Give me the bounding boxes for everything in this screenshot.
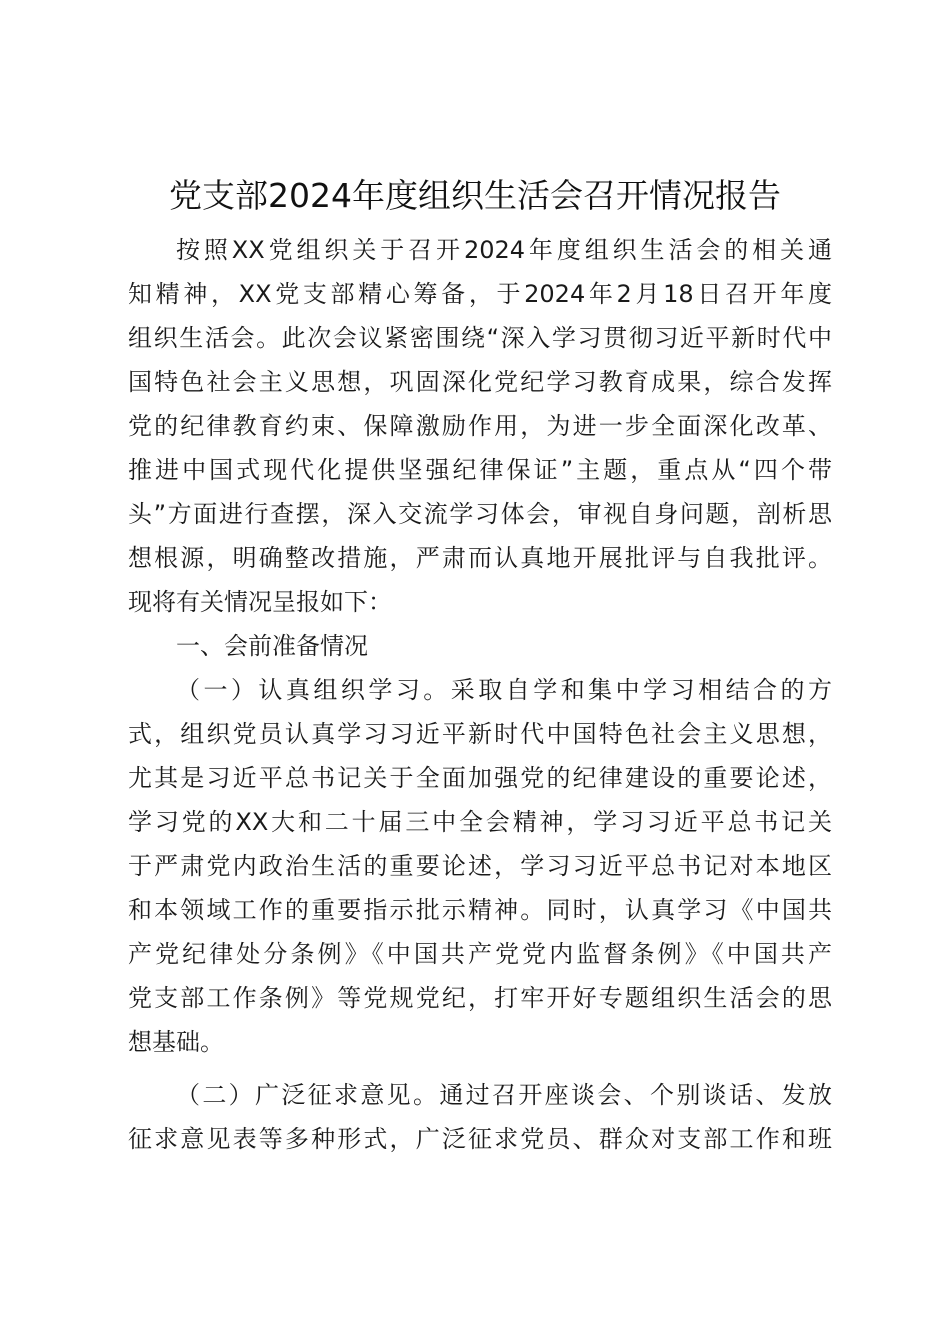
paragraph-line-1: 按照XX党组织关于召开2024年度组织生活会的相关通 (176, 236, 832, 264)
paragraph-line-18: 党支部工作条例》等党规党纪，打牢开好专题组织生活会的思 (128, 984, 832, 1012)
paragraph-line-17: 产党纪律处分条例》《中国共产党党内监督条例》《中国共产 (128, 940, 832, 968)
paragraph-line-19: 想基础。 (128, 1028, 224, 1056)
paragraph-line-15: 于严肃党内政治生活的重要论述，学习习近平总书记对本地区 (128, 852, 832, 880)
paragraph-line-4: 国特色社会主义思想，巩固深化党纪学习教育成果，综合发挥 (128, 368, 832, 396)
paragraph-line-7: 头”方面进行查摆，深入交流学习体会，审视自身问题，剖析思 (128, 500, 832, 528)
paragraph-line-16: 和本领域工作的重要指示批示精神。同时，认真学习《中国共 (128, 896, 832, 924)
paragraph-line-12: 式，组织党员认真学习习近平新时代中国特色社会主义思想， (128, 720, 832, 748)
paragraph-line-8: 想根源，明确整改措施，严肃而认真地开展批评与自我批评。 (128, 544, 832, 572)
paragraph-line-6: 推进中国式现代化提供坚强纪律保证”主题，重点从“四个带 (128, 456, 832, 484)
paragraph-line-21: 征求意见表等多种形式，广泛征求党员、群众对支部工作和班 (128, 1125, 832, 1153)
paragraph-line-2: 知精神，XX党支部精心筹备，于2024年2月18日召开年度 (128, 280, 832, 308)
paragraph-line-9: 现将有关情况呈报如下： (128, 588, 392, 616)
document-title: 党支部2024年度组织生活会召开情况报告 (169, 176, 781, 215)
paragraph-line-13: 尤其是习近平总书记关于全面加强党的纪律建设的重要论述， (128, 764, 832, 792)
paragraph-line-14: 学习党的XX大和二十届三中全会精神，学习习近平总书记关 (128, 808, 832, 836)
paragraph-line-5: 党的纪律教育约束、保障激励作用，为进一步全面深化改革、 (128, 412, 832, 440)
paragraph-line-20: （二）广泛征求意见。通过召开座谈会、个别谈话、发放 (176, 1081, 832, 1109)
paragraph-line-11: （一）认真组织学习。采取自学和集中学习相结合的方 (176, 676, 832, 704)
section-heading: 一、会前准备情况 (176, 632, 368, 660)
paragraph-line-3: 组织生活会。此次会议紧密围绕“深入学习贯彻习近平新时代中 (128, 324, 832, 352)
